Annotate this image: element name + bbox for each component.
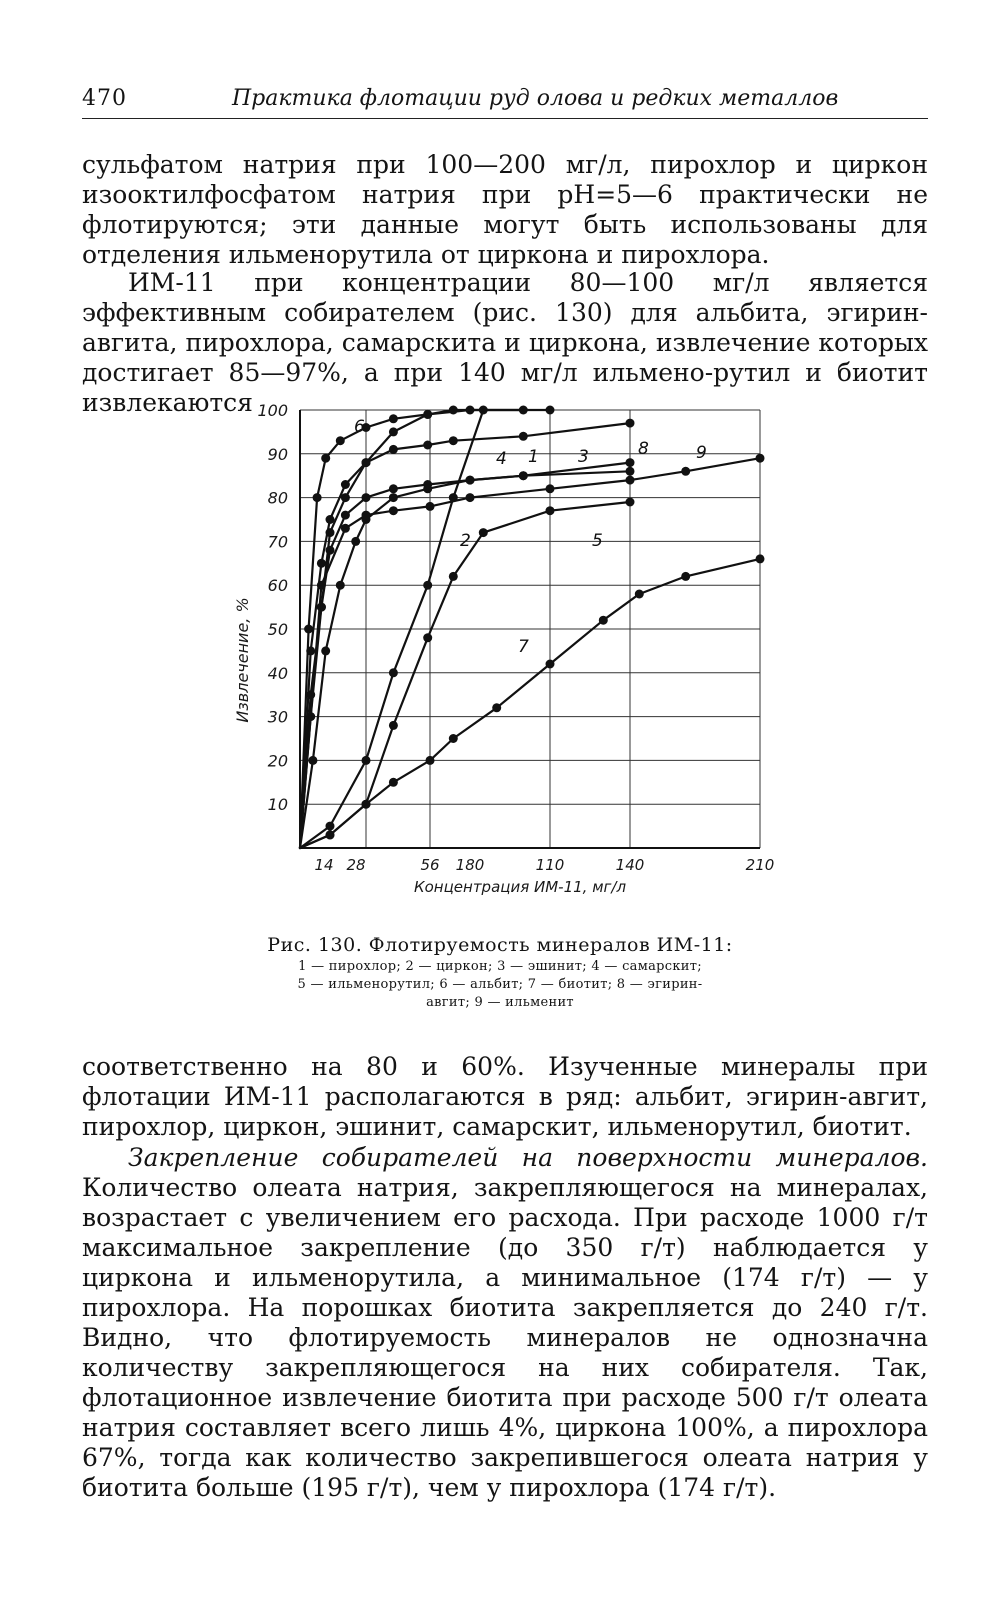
series-4-point-10 (626, 467, 635, 476)
series-1-point-6 (389, 427, 398, 436)
series-7-point-5 (449, 734, 458, 743)
paragraph-1: сульфатом натрия при 100—200 мг/л, пирохлор и циркон изооктилфосфатом натрия при pH=5—6 практически не флотируются; эти данные могут быть использованы для отделения ильменорутила от циркона и пирохлора. (82, 150, 928, 269)
series-9-point-5 (426, 502, 435, 511)
x-tick-140: 140 (615, 856, 645, 874)
series-3-point-4 (341, 511, 350, 520)
x-tick-110: 110 (535, 856, 565, 874)
chart-series-labels (354, 417, 707, 657)
series-label-2: 2 (460, 531, 471, 551)
series-5-point-5 (449, 572, 458, 581)
figure-legend-line-2: 5 — ильменорутил; 6 — альбит; 7 — биотит; 8 — эгирин- (297, 977, 703, 992)
series-8-point-2 (317, 559, 326, 568)
series-6-point-6 (389, 414, 398, 423)
y-tick-70: 70 (267, 532, 288, 552)
series-5-point-7 (546, 506, 555, 515)
series-label-5: 5 (592, 531, 603, 551)
paragraph-4-text: Количество олеата натрия, закрепляющегося на минералах, возрастает с увеличением его расхода. При расходе 1000 г/т максимальное закрепление (до 350 г/т) наблюдается у циркона и ильменорутила, а минимальное (174 г/т) — у пирохлора. На порошках биотита закрепляется до 240 г/т. Видно, что флотируемость минералов не однозначна количеству закрепляющегося на них собирателя. Так, флотационное извлечение биотита при расходе 500 г/т олеата натрия составляет всего лишь 4%, циркона 100%, а пирохлора 67%, тогда как количество закрепившегося олеата натрия у биотита больше (195 г/т), чем у пирохлора (174 г/т). (82, 1173, 928, 1502)
series-4-point-8 (466, 476, 475, 485)
series-7-point-2 (362, 800, 371, 809)
series-5-point-6 (479, 528, 488, 537)
series-7-point-9 (635, 590, 644, 599)
series-8-point-4 (341, 480, 350, 489)
series-5-point-3 (389, 721, 398, 730)
series-2-point-3 (389, 668, 398, 677)
series-4-point-2 (321, 646, 330, 655)
series-2-point-4 (423, 581, 432, 590)
figure-title: Рис. 130. Флотируемость минералов ИМ-11: (267, 934, 733, 956)
series-label-7: 7 (518, 637, 529, 657)
series-line-5 (300, 502, 630, 848)
series-7-point-7 (546, 660, 555, 669)
series-8-point-10 (626, 419, 635, 428)
series-7-point-6 (492, 703, 501, 712)
series-label-8: 8 (638, 439, 649, 459)
series-2-point-1 (326, 822, 335, 831)
series-8-point-9 (519, 432, 528, 441)
series-label-1: 1 (528, 447, 539, 467)
paragraph-3: соответственно на 80 и 60%. Изученные минералы при флотации ИМ-11 располагаются в ряд: альбит, эгирин-авгит, пирохлор, циркон, эшинит, самарскит, ильменорутил, биотит. (82, 1052, 928, 1141)
flotation-chart (230, 400, 790, 920)
series-8-point-3 (326, 515, 335, 524)
series-8-point-8 (449, 436, 458, 445)
series-4-point-3 (336, 581, 345, 590)
series-3-point-3 (326, 546, 335, 555)
series-6-point-7 (423, 410, 432, 419)
y-tick-50: 50 (267, 620, 288, 639)
series-4-point-6 (389, 493, 398, 502)
x-axis-label: Концентрация ИМ-11, мг/л (413, 878, 627, 896)
series-1-point-4 (341, 493, 350, 502)
series-3-point-5 (362, 493, 371, 502)
series-label-9: 9 (696, 443, 707, 463)
x-tick-28: 28 (346, 856, 366, 874)
x-tick-labels (314, 856, 774, 874)
series-6-point-4 (336, 436, 345, 445)
series-9-point-3 (362, 511, 371, 520)
series-7-point-1 (326, 830, 335, 839)
y-tick-labels (257, 401, 288, 814)
series-9-point-6 (466, 493, 475, 502)
y-axis-label: Извлечение, % (233, 597, 252, 723)
paragraph-4 (82, 1143, 928, 1503)
series-line-8 (300, 423, 630, 848)
y-tick-90: 90 (267, 444, 288, 464)
x-tick-56: 56 (420, 856, 440, 874)
paragraph-2: ИМ-11 при концентрации 80—100 мг/л является эффективным собирателем (рис. 130) для альбита, эгирин-авгита, пирохлора, самарскита и циркона, извлечение которых достигает 85—97%, а при 140 мг/л ильмено-рутил и биотит извлекаются (82, 268, 928, 417)
series-8-point-5 (362, 458, 371, 467)
y-tick-20: 20 (267, 751, 288, 771)
series-5-point-8 (626, 498, 635, 507)
series-3-point-2 (317, 603, 326, 612)
figure-legend-line-3: авгит; 9 — ильменит (426, 995, 574, 1010)
series-7-point-11 (756, 554, 765, 563)
series-3-point-6 (389, 484, 398, 493)
page-number: 470 (82, 86, 127, 111)
running-title: Практика флотации руд олова и редких металлов (232, 86, 839, 111)
series-9-point-2 (341, 524, 350, 533)
y-tick-80: 80 (267, 488, 288, 508)
series-8-point-7 (423, 441, 432, 450)
series-6-point-2 (313, 493, 322, 502)
series-7-point-4 (426, 756, 435, 765)
series-7-point-10 (681, 572, 690, 581)
y-tick-60: 60 (267, 576, 288, 596)
x-tick-180: 180 (455, 856, 485, 874)
series-6-point-1 (304, 625, 313, 634)
series-9-point-9 (681, 467, 690, 476)
series-4-point-1 (308, 756, 317, 765)
series-8-point-1 (306, 646, 315, 655)
figure-legend-line-1: 1 — пирохлор; 2 — циркон; 3 — эшинит; 4 — самарскит; (298, 959, 702, 974)
series-label-6: 6 (354, 417, 365, 437)
series-9-point-7 (546, 484, 555, 493)
series-4-point-9 (519, 471, 528, 480)
series-4-point-7 (423, 484, 432, 493)
series-7-point-8 (599, 616, 608, 625)
series-7-point-3 (389, 778, 398, 787)
y-tick-40: 40 (267, 663, 288, 683)
y-tick-30: 30 (267, 707, 288, 727)
x-tick-210: 210 (745, 856, 775, 874)
figure-caption (230, 932, 770, 1012)
series-label-3: 3 (578, 447, 589, 467)
series-6-point-3 (321, 454, 330, 463)
series-label-4: 4 (496, 449, 507, 469)
series-3-point-10 (626, 458, 635, 467)
y-tick-100: 100 (257, 401, 288, 420)
series-6-point-8 (466, 406, 475, 415)
series-9-point-1 (317, 581, 326, 590)
series-9-point-4 (389, 506, 398, 515)
x-tick-14: 14 (314, 856, 334, 874)
chart-series (300, 406, 765, 849)
series-5-point-4 (423, 633, 432, 642)
section-heading-inline: Закрепление собирателей на поверхности минералов. (128, 1143, 928, 1172)
series-6-point-9 (546, 406, 555, 415)
page-header (82, 78, 928, 119)
y-tick-10: 10 (267, 795, 288, 815)
series-9-point-10 (756, 454, 765, 463)
series-8-point-6 (389, 445, 398, 454)
series-4-point-4 (351, 537, 360, 546)
series-2-point-2 (362, 756, 371, 765)
series-9-point-8 (626, 476, 635, 485)
